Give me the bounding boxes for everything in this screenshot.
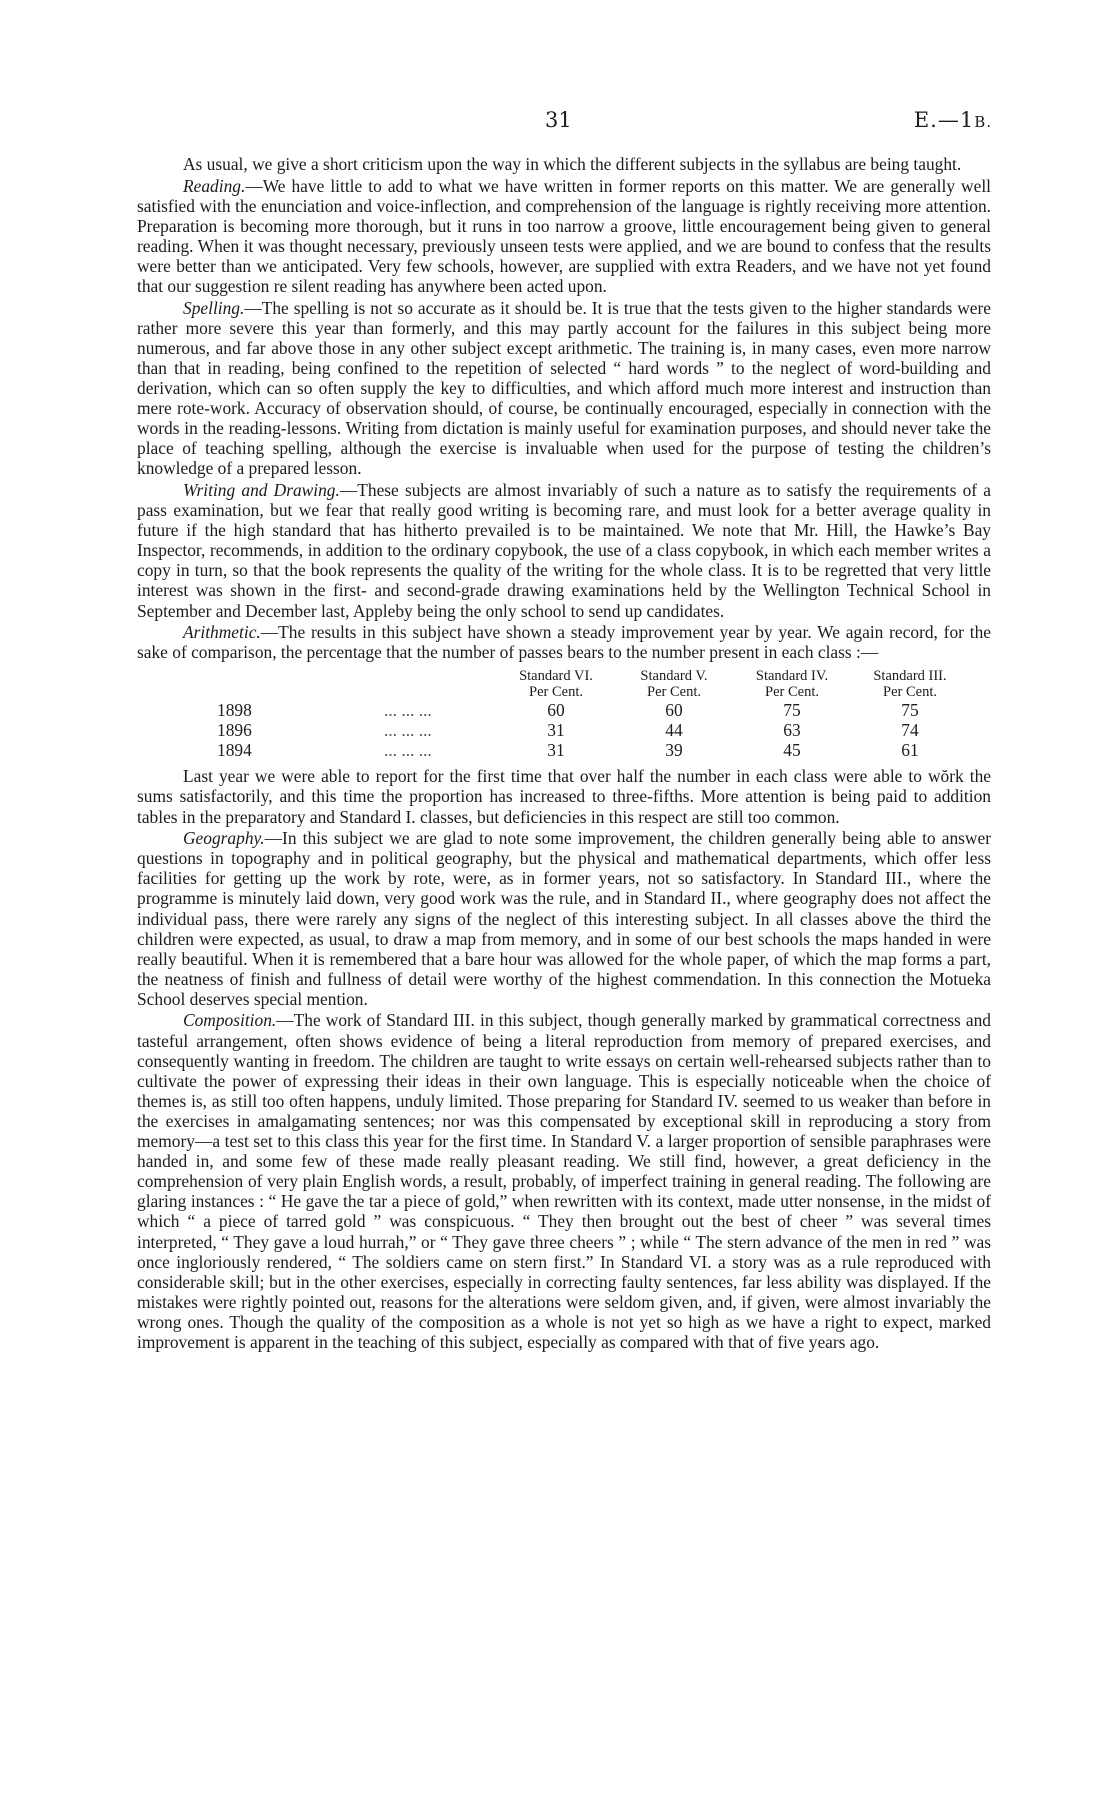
composition-text: —The work of Standard III. in this subject, though generally marked by grammatical correctness and tasteful arrangement, often shows evidence of being a literal reproduction from memory of prepared exercises, and consequently wanting in freedom. The children are taught to write essays on certain well-rehearsed subjects rather than to cultivate the power of expressing their ideas in their own language. This is especially noticeable when the choice of themes is, as still too often happens, unduly limited. Those preparing for Standard IV. seemed to us weaker than before in the exercises in amalgamating sentences; nor was this compensated by exceptional skill in reproducing a story from memory—a test set to this class this year for the first time. In Standard V. a larger proportion of sensible paraphrases were handed in, and some few of these made really pleasant reading. We still find, however, a great deficiency in the comprehension of very plain English words, a result, probably, of imperfect training in general reading. The following are glaring instances : “ He gave the tar a piece of gold,” when rewritten with its context, made utter nonsense, in the midst of which “ a piece of tarred gold ” was conspicuous. “ They then brought out the best of cheer ” was several times interpreted, “ They gave a loud hurrah,” or “ They gave three cheers ” ; while “ The stern advance of the men in red ” was once ingloriously rendered, “ The soldiers came on stern first.” In Standard VI. a story was as a rule reproduced with considerable skill; but in the other exercises, especially in correcting faulty sentences, far less ability was displayed. If the mistakes were rightly pointed out, reasons for the alterations were seldom given, and, if given, were almost invariably the wrong ones. Though the quality of the composition as a whole is not yet so high as we have a right to expect, marked improvement is apparent in the teaching of this subject, especially as compared with that of five years ago. <box>137 1010 991 1352</box>
year-label: 1896 <box>217 720 252 741</box>
year-label: 1894 <box>217 740 252 761</box>
unit-label: Per Cent. <box>765 684 819 701</box>
document-code-suffix: B. <box>974 113 992 131</box>
value-cell: 31 <box>547 720 565 741</box>
geography-paragraph <box>137 828 991 1009</box>
year-cell <box>137 700 497 720</box>
table-row <box>137 720 969 740</box>
year-cell <box>137 740 497 760</box>
standard-label: Standard V. <box>640 668 708 685</box>
reading-paragraph <box>137 176 991 297</box>
value-cell: 31 <box>547 740 565 761</box>
writing-text: —These subjects are almost invariably of such a nature as to satisfy the requirements of a pass examination, but we fear that really good writing is becoming rare, and must look for a better average quality in future if the high standard that has hitherto prevailed is to be maintained. We note that Mr. Hill, the Hawke’s Bay Inspector, recommends, in addition to the ordinary copybook, the use of a class copybook, in which each member writes a copy in turn, so that the book represents the quality of the writing for the whole class. It is to be regretted that very little interest was shown in the first- and second-grade drawing examinations held by the Wellington Technical School in September and December last, Appleby being the only school to send up candidates. <box>137 480 992 621</box>
table-header-cell <box>733 668 851 700</box>
standard-label: Standard VI. <box>519 668 593 685</box>
composition-heading: Composition. <box>183 1010 277 1031</box>
writing-heading: Writing and Drawing. <box>183 480 340 500</box>
table-header-row <box>137 668 969 700</box>
geography-text: —In this subject we are glad to note some improvement, the children generally being able to answer questions in topography and in political geography, but the physical and mathematical departments, which offer less facilities for getting up the work by rote, were, as in former years, not so satisfactory. In Standard III., where the programme is minutely laid down, very good work was the rule, and in Standard II., where geography does not affect the individual pass, there were rarely any signs of the neglect of this interesting subject. In all classes above the third the children were expected, as usual, to draw a map from memory, and in some of our best schools the maps handed in were really beautiful. When it is remembered that a bare hour was allowed for the whole paper, of which the map forms a part, the neatness of finish and fullness of detail were worthy of the highest commendation. In this connection the Motueka School deserves special mention. <box>137 828 991 1009</box>
value-cell: 74 <box>901 720 919 741</box>
reading-heading: Reading. <box>183 175 246 196</box>
value-cell: 75 <box>783 700 801 721</box>
arithmetic-paragraph <box>137 622 991 662</box>
table-row <box>137 740 969 760</box>
unit-label: Per Cent. <box>529 684 583 701</box>
results-table <box>137 668 969 760</box>
unit-label: Per Cent. <box>647 684 701 701</box>
writing-paragraph <box>137 480 991 621</box>
composition-paragraph <box>137 1010 991 1352</box>
value-cell: 45 <box>783 740 801 761</box>
dot-leader: ... ... ... <box>383 720 432 741</box>
table-header-cell <box>851 668 969 700</box>
document-code <box>914 108 992 132</box>
intro-paragraph: As usual, we give a short criticism upon the way in which the different subjects in the syllabus are being taught. <box>183 154 962 174</box>
spelling-paragraph <box>137 298 991 479</box>
geography-heading: Geography. <box>183 828 265 849</box>
year-label: 1898 <box>217 700 252 721</box>
table-header-blank <box>137 668 497 700</box>
unit-label: Per Cent. <box>883 684 937 701</box>
document-code-main: E.—1 <box>913 108 975 132</box>
spelling-heading: Spelling. <box>183 297 245 318</box>
table-header-cell <box>615 668 733 700</box>
standard-label: Standard IV. <box>755 668 829 685</box>
value-cell: 63 <box>783 720 801 741</box>
value-cell: 61 <box>901 740 919 761</box>
reading-text: —We have little to add to what we have written in former reports on this matter. We are generally well satisfied with the enunciation and voice-inflection, and comprehension of the language is rightly receiving more attention. Preparation is becoming more thorough, but it runs in too narrow a groove, little encouragement being given to general reading. When it was thought necessary, previously unseen tests were applied, and we are bound to confess that the results were better than we anticipated. Very few schools, however, are supplied with extra Readers, and we have not yet found that our suggestion re silent reading has anywhere been acted upon. <box>137 175 991 297</box>
arithmetic-heading: Arithmetic. <box>183 622 261 643</box>
dot-leader: ... ... ... <box>383 700 432 721</box>
value-cell: 39 <box>665 740 683 761</box>
year-cell <box>137 720 497 740</box>
page-number: 31 <box>545 108 572 132</box>
report-body <box>137 154 991 1352</box>
value-cell: 60 <box>665 700 683 721</box>
dot-leader: ... ... ... <box>383 740 432 761</box>
value-cell: 60 <box>547 700 565 721</box>
page-header <box>0 108 1114 138</box>
standard-label: Standard III. <box>873 668 947 685</box>
spelling-text: —The spelling is not so accurate as it should be. It is true that the tests given to the higher standards were rather more severe this year than formerly, and this may partly account for the failures in this subject being more numerous, and far above those in any other subject except arithmetic. The training is, in many cases, even more narrow than that in reading, being confined to the repetition of selected “ hard words ” to the neglect of word-building and derivation, which can so often supply the key to difficulties, and which afford much more interest and instruction than mere rote-work. Accuracy of observation should, of course, be continually encouraged, especially in connection with the words in the reading-lessons. Writing from dictation is mainly useful for examination purposes, and should never take the place of teaching spelling, although the exercise is invaluable when used for the purpose of testing the children’s knowledge of a prepared lesson. <box>137 297 991 479</box>
arithmetic-text: —The results in this subject have shown a steady improvement year by year. We again record, for the sake of comparison, the percentage that the number of passes bears to the number present in each class :— <box>137 622 991 663</box>
value-cell: 44 <box>665 720 683 741</box>
table-row <box>137 700 969 720</box>
table-header-cell <box>497 668 615 700</box>
after-table-paragraph: Last year we were able to report for the first time that over half the number in each class were able to wŏrk the sums satisfactorily, and this time the proportion has increased to three-fifths. More attention is being paid to addition tables in the preparatory and Standard I. classes, but deficiencies in this respect are still too common. <box>137 766 991 827</box>
value-cell: 75 <box>901 700 919 721</box>
